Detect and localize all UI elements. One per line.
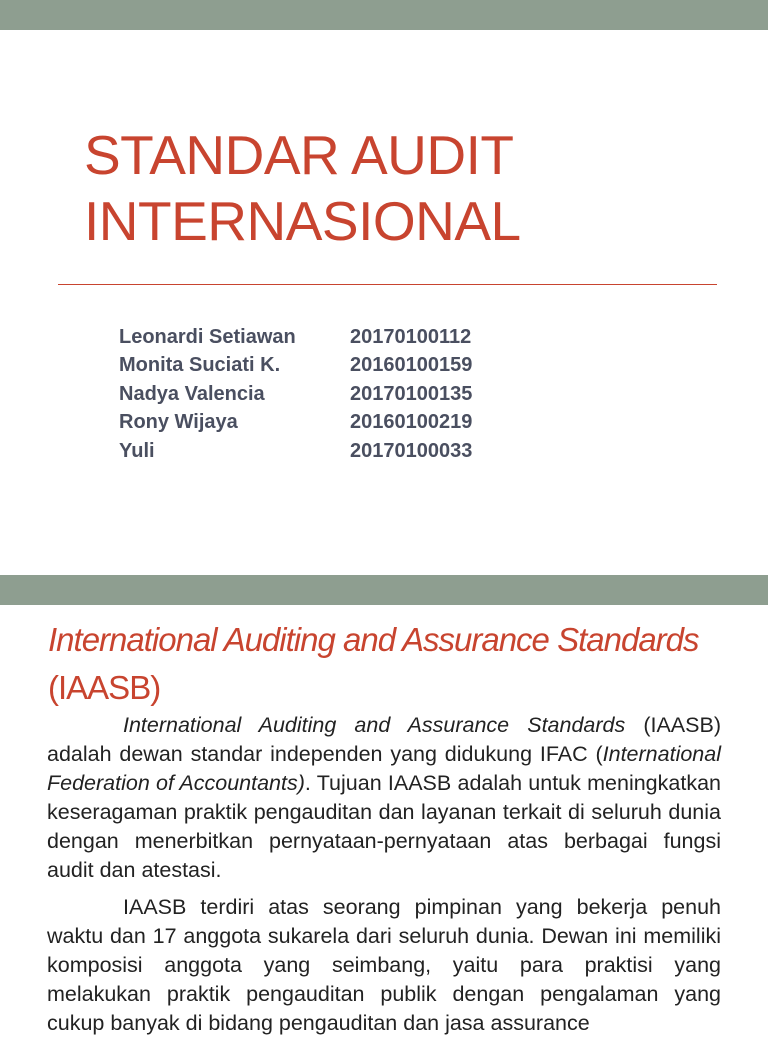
section-heading-italic: International Auditing and Assurance Standards [48,621,699,658]
section-heading [48,616,748,712]
paragraph-1 [47,711,721,885]
paragraph-1-text-a: (IAASB) adalah dewan standar independen yang didukung IFAC ( [47,713,721,766]
member-name: Monita Suciati K. [119,354,281,377]
member-id: 20170100135 [350,382,473,405]
member-name: Leonardi Setiawan [119,326,296,348]
paragraph-1-italic-b: International Federation of Accountants) [47,742,721,795]
member-row [119,408,472,436]
section-heading-suffix: (IAASB) [48,669,161,706]
member-id: 20170100112 [350,326,472,348]
member-id: 20160100219 [350,411,473,434]
title-divider [58,284,717,285]
member-name: Yuli [119,439,155,462]
member-list [119,323,472,465]
slide-title-line-2: INTERNASIONAL [84,190,521,252]
member-row [119,351,472,379]
member-row [119,380,472,408]
body-text [47,711,721,1046]
paragraph-2: IAASB terdiri atas seorang pimpinan yang bekerja penuh waktu dan 17 anggota sukarela dari seluruh dunia. Dewan ini memiliki komposisi anggota yang seimbang, yaitu para praktisi yang melakukan praktik pengauditan publik dengan pengalaman yang cukup banyak di bidang pengauditan dan jasa assurance [47,895,721,1035]
paragraph-1-italic-a: International Auditing and Assurance Standards [123,713,626,737]
paragraph-1-text-b: . Tujuan IAASB adalah untuk meningkatkan keseragaman praktik pengauditan dan layanan terkait di seluruh dunia dengan menerbitkan pernyataan-pernyataan atas berbagai fungsi audit dan atestasi. [47,771,721,882]
member-name: Nadya Valencia [119,382,265,405]
member-row [119,437,472,465]
slide-title [84,122,521,254]
slide-title-line-1: STANDAR AUDIT [84,124,514,186]
member-row [119,323,472,351]
member-id: 20160100159 [350,354,473,377]
top-header-band [0,0,768,30]
member-id: 20170100033 [350,439,473,462]
member-name: Rony Wijaya [119,411,238,434]
slide-separator-band [0,575,768,605]
